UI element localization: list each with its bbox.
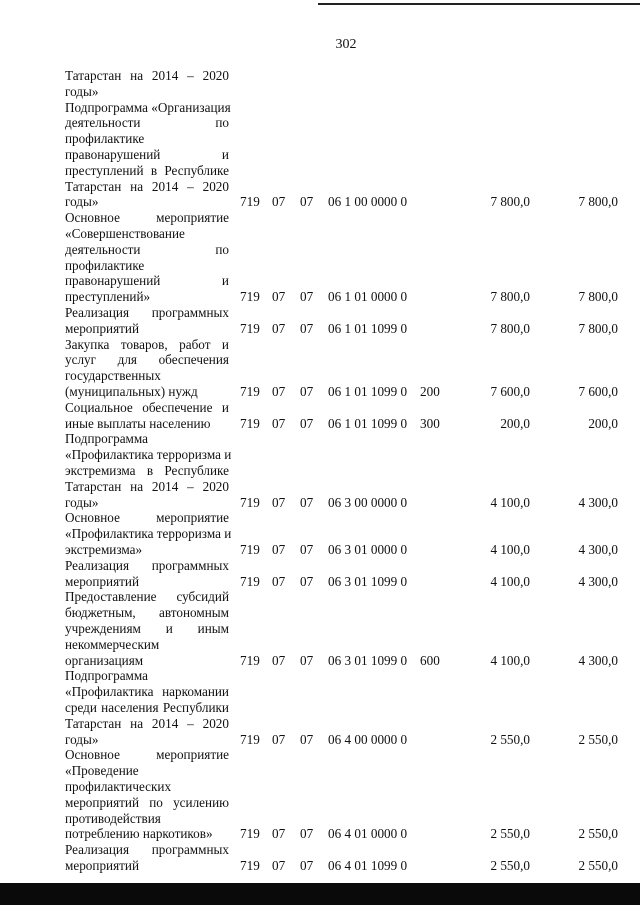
- row-description: [65, 558, 229, 590]
- row-amount-second: 4 300,0: [578, 652, 618, 668]
- row-subsection: 07: [300, 731, 314, 747]
- description-line: Социальное обеспечение и: [65, 399, 229, 415]
- row-description: [65, 400, 229, 432]
- description-line: мероприятий: [65, 857, 140, 873]
- row-code: 719: [240, 652, 260, 668]
- description-line: «Проведение: [65, 763, 139, 779]
- page-number: 302: [335, 37, 357, 52]
- row-code: 719: [240, 194, 260, 210]
- row-section: 07: [272, 194, 286, 210]
- description-line: деятельности по: [65, 241, 229, 257]
- row-description: [65, 305, 229, 337]
- top-rule: [318, 3, 640, 5]
- row-amount-second: 4 300,0: [578, 541, 618, 557]
- row-amount-second: 4 300,0: [578, 573, 618, 589]
- description-line: годы»: [65, 83, 99, 99]
- table-row: [0, 431, 640, 510]
- row-description: [65, 668, 229, 747]
- description-line: годы»: [65, 194, 99, 210]
- row-amount-first: 7 600,0: [490, 383, 530, 399]
- row-description: [65, 210, 229, 305]
- description-line: Подпрограмма: [65, 431, 149, 447]
- row-amount-first: 2 550,0: [490, 731, 530, 747]
- description-line: среди населения Республики: [65, 699, 229, 715]
- description-line: годы»: [65, 494, 99, 510]
- description-line: «Профилактика терроризма и: [65, 447, 232, 463]
- description-line: некоммерческим: [65, 636, 160, 652]
- row-code: 719: [240, 320, 260, 336]
- description-line: Основное мероприятие: [65, 747, 229, 763]
- description-line: потреблению наркотиков»: [65, 826, 213, 842]
- description-line: преступлений»: [65, 289, 151, 305]
- row-expense-type: 200: [420, 383, 440, 399]
- description-line: профилактических: [65, 778, 172, 794]
- description-line: услуг для обеспечения: [65, 352, 229, 368]
- table-row: [0, 305, 640, 337]
- table-row: [0, 668, 640, 747]
- description-line: Татарстан на 2014 – 2020: [65, 68, 229, 83]
- row-section: 07: [272, 494, 286, 510]
- description-line: иные выплаты населению: [65, 415, 211, 431]
- description-line: Подпрограмма «Организация: [65, 99, 231, 115]
- row-target-article: 06 1 01 1099 0: [328, 383, 408, 399]
- row-description: [65, 589, 229, 668]
- row-subsection: 07: [300, 320, 314, 336]
- description-line: Реализация программных: [65, 842, 229, 858]
- row-target-article: 06 4 01 1099 0: [328, 857, 408, 873]
- row-target-article: 06 3 01 1099 0: [328, 652, 408, 668]
- row-description: [65, 68, 229, 100]
- description-line: правонарушений и: [65, 273, 229, 289]
- row-section: 07: [272, 383, 286, 399]
- row-amount-first: 7 800,0: [490, 194, 530, 210]
- description-line: мероприятий: [65, 573, 140, 589]
- row-amount-first: 4 100,0: [490, 494, 530, 510]
- description-line: организациям: [65, 652, 144, 668]
- row-expense-type: 600: [420, 652, 440, 668]
- row-description: [65, 337, 229, 400]
- table-row: [0, 100, 640, 211]
- row-subsection: 07: [300, 826, 314, 842]
- description-line: Реализация программных: [65, 305, 229, 320]
- description-line: Основное мероприятие: [65, 210, 229, 226]
- row-amount-second: 2 550,0: [578, 731, 618, 747]
- row-section: 07: [272, 826, 286, 842]
- description-line: профилактике: [65, 131, 145, 147]
- description-line: противодействия: [65, 810, 161, 826]
- description-line: деятельности по: [65, 115, 229, 131]
- row-amount-first: 200,0: [500, 415, 530, 431]
- row-target-article: 06 3 01 1099 0: [328, 573, 408, 589]
- table-row: [0, 337, 640, 400]
- row-code: 719: [240, 415, 260, 431]
- description-line: экстремизма в Республике: [65, 462, 229, 478]
- row-target-article: 06 1 01 1099 0: [328, 415, 408, 431]
- row-subsection: 07: [300, 494, 314, 510]
- description-line: «Профилактика наркомании: [65, 684, 229, 700]
- row-target-article: 06 4 00 0000 0: [328, 731, 408, 747]
- description-line: «Совершенствование: [65, 225, 185, 241]
- row-target-article: 06 1 00 0000 0: [328, 194, 408, 210]
- table-row: [0, 210, 640, 305]
- table-row: [0, 589, 640, 668]
- row-amount-first: 4 100,0: [490, 573, 530, 589]
- row-target-article: 06 1 01 0000 0: [328, 289, 408, 305]
- row-code: 719: [240, 857, 260, 873]
- description-line: профилактике: [65, 257, 145, 273]
- row-subsection: 07: [300, 857, 314, 873]
- row-amount-second: 4 300,0: [578, 494, 618, 510]
- row-section: 07: [272, 320, 286, 336]
- description-line: преступлений в Республике: [65, 162, 229, 178]
- row-section: 07: [272, 731, 286, 747]
- row-amount-first: 7 800,0: [490, 320, 530, 336]
- row-description: [65, 100, 229, 211]
- description-line: Предоставление субсидий: [65, 589, 229, 605]
- row-section: 07: [272, 541, 286, 557]
- table-row: [0, 400, 640, 432]
- row-amount-first: 4 100,0: [490, 541, 530, 557]
- row-section: 07: [272, 857, 286, 873]
- description-line: мероприятий по усилению: [65, 794, 229, 810]
- row-subsection: 07: [300, 541, 314, 557]
- description-line: экстремизма»: [65, 541, 143, 557]
- row-amount-second: 7 800,0: [578, 289, 618, 305]
- row-code: 719: [240, 826, 260, 842]
- row-amount-first: 2 550,0: [490, 857, 530, 873]
- row-code: 719: [240, 731, 260, 747]
- row-description: [65, 842, 229, 874]
- row-code: 719: [240, 383, 260, 399]
- row-code: 719: [240, 494, 260, 510]
- table-row: [0, 747, 640, 842]
- description-line: учреждениям и иным: [65, 620, 229, 636]
- row-subsection: 07: [300, 652, 314, 668]
- row-target-article: 06 1 01 1099 0: [328, 320, 408, 336]
- row-section: 07: [272, 573, 286, 589]
- row-amount-first: 4 100,0: [490, 652, 530, 668]
- row-target-article: 06 4 01 0000 0: [328, 826, 408, 842]
- table-row: [0, 510, 640, 557]
- row-section: 07: [272, 652, 286, 668]
- row-target-article: 06 3 01 0000 0: [328, 541, 408, 557]
- row-subsection: 07: [300, 289, 314, 305]
- description-line: Закупка товаров, работ и: [65, 336, 229, 352]
- table-row: [0, 68, 640, 100]
- row-amount-second: 200,0: [588, 415, 618, 431]
- row-amount-second: 7 800,0: [578, 194, 618, 210]
- description-line: годы»: [65, 731, 99, 747]
- row-amount-second: 7 800,0: [578, 320, 618, 336]
- row-amount-second: 2 550,0: [578, 857, 618, 873]
- row-subsection: 07: [300, 573, 314, 589]
- table-row: [0, 842, 640, 874]
- row-section: 07: [272, 289, 286, 305]
- row-subsection: 07: [300, 415, 314, 431]
- row-code: 719: [240, 573, 260, 589]
- description-line: (муниципальных) нужд: [65, 383, 198, 399]
- description-line: «Профилактика терроризма и: [65, 526, 232, 542]
- row-code: 719: [240, 541, 260, 557]
- row-description: [65, 431, 232, 510]
- description-line: Татарстан на 2014 – 2020: [65, 715, 229, 731]
- row-amount-second: 2 550,0: [578, 826, 618, 842]
- description-line: мероприятий: [65, 320, 140, 336]
- description-line: Подпрограмма: [65, 668, 149, 684]
- description-line: Татарстан на 2014 – 2020: [65, 178, 229, 194]
- row-description: [65, 747, 229, 842]
- row-expense-type: 300: [420, 415, 440, 431]
- row-amount-first: 2 550,0: [490, 826, 530, 842]
- row-amount-first: 7 800,0: [490, 289, 530, 305]
- row-section: 07: [272, 415, 286, 431]
- row-subsection: 07: [300, 194, 314, 210]
- description-line: бюджетным, автономным: [65, 605, 229, 621]
- description-line: правонарушений и: [65, 146, 229, 162]
- description-line: Реализация программных: [65, 557, 229, 573]
- description-line: государственных: [65, 368, 161, 384]
- row-amount-second: 7 600,0: [578, 383, 618, 399]
- table-row: [0, 558, 640, 590]
- description-line: Татарстан на 2014 – 2020: [65, 478, 229, 494]
- row-target-article: 06 3 00 0000 0: [328, 494, 408, 510]
- row-subsection: 07: [300, 383, 314, 399]
- row-code: 719: [240, 289, 260, 305]
- row-description: [65, 510, 232, 557]
- description-line: Основное мероприятие: [65, 510, 229, 526]
- bottom-scan-edge: [0, 883, 640, 905]
